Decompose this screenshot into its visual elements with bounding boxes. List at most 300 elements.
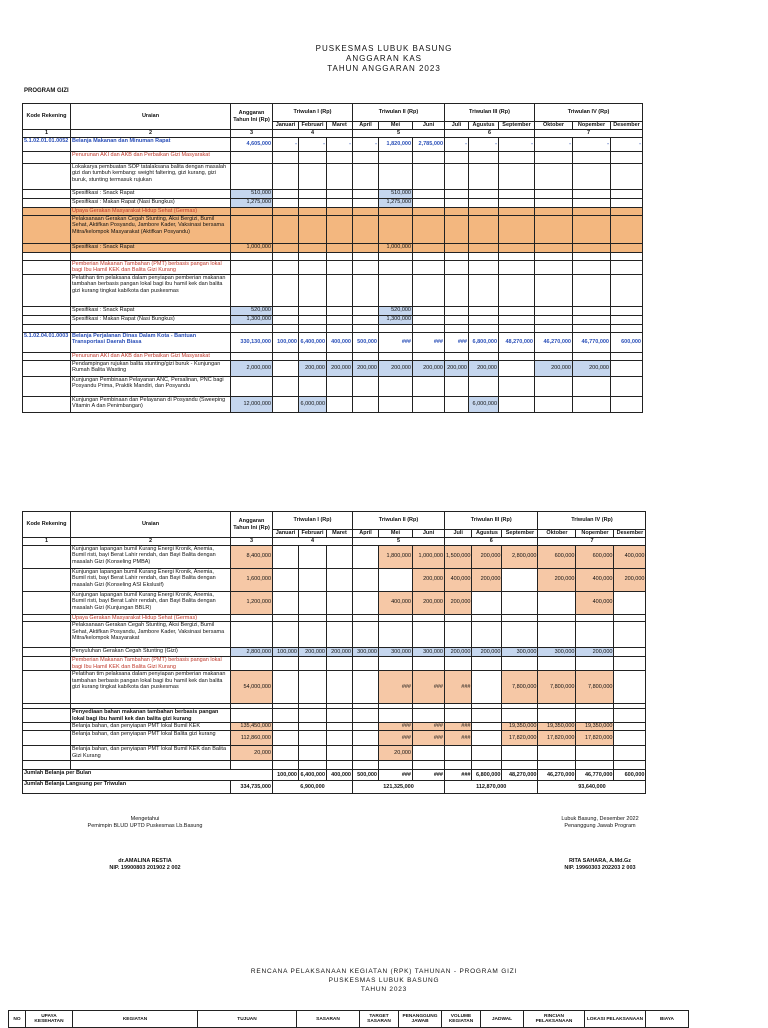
kode-cell [23,376,71,396]
month-value: 1,275,000 [379,198,413,207]
uraian-cell: Pemberian Makanan Tambahan (PMT) berbasis pangan lokal bagi Ibu Hamil KEK dan Balita Gizi Kurang [71,657,231,671]
month-header: Mei [379,530,413,538]
table-row [23,260,643,274]
month-value [353,545,379,568]
month-value [299,671,327,704]
table-row [23,306,643,315]
rpk-header-row [9,1011,689,1028]
month-value [472,731,502,746]
month-value [499,360,535,376]
month-header: Desember [614,530,646,538]
month-value [576,761,614,770]
uraian-cell: Kunjungan Pembinaan Pelayanan ANC, Persalinan, PNC bagi Posyandu Prima, Praktik Mandiri, dan Posyandu [71,376,231,396]
month-value [299,207,327,215]
month-value [299,709,327,723]
anggaran-cell: 510,000 [231,189,273,198]
month-value [273,163,299,189]
uraian-cell: Lokakarya pembuatan SOP tatalaksana balita dengan masalah gizi dan tumbuh kembang: weight faltering, gizi kurang, gizi buruk, stunting termasuk rujukan [71,163,231,189]
month-value [299,243,327,252]
total-month-value: 100,000 [273,770,299,781]
month-value [413,243,445,252]
total-month-value: 500,000 [353,770,379,781]
month-value [353,761,379,770]
month-value [445,198,469,207]
anggaran-cell: 54,000,000 [231,671,273,704]
table-row [23,315,643,324]
col-number: 7 [535,130,643,138]
month-value [502,614,538,622]
kode-header: Kode Rekening [23,104,71,130]
month-value [299,151,327,163]
month-value [538,746,576,761]
title-line-1: PUSKESMAS LUBUK BASUNG [315,44,453,53]
month-value [327,746,353,761]
table-row [23,568,646,591]
table-row [23,622,646,648]
month-value: 19,350,000 [576,723,614,731]
kode-cell [23,274,71,306]
month-value [499,376,535,396]
kode-cell [23,215,71,243]
table-row [23,761,646,770]
month-value: ### [379,332,413,352]
month-value: 19,350,000 [538,723,576,731]
uraian-cell: Kunjungan lapangan bumil Kurang Energi Kronik, Anemia, Bumil risti, bayi Berat Lahir rendah, dan Bayi Balita dengan masalah Gizi (Konseling ASI Ekslusif) [71,568,231,591]
table-row [23,396,643,412]
month-value: - [611,137,643,151]
month-value: ### [379,671,413,704]
signature-right [520,816,680,872]
month-value [273,198,299,207]
uraian-header: Uraian [71,104,231,130]
uraian-cell: Spesifikasi : Snack Rapat [71,189,231,198]
month-value [538,657,576,671]
month-value [445,163,469,189]
month-value [472,723,502,731]
table-row [23,163,643,189]
left-name: dr.AMALINA RESTIA [118,858,172,864]
table-row [23,215,643,243]
anggaran-cell [231,376,273,396]
month-value [353,163,379,189]
month-value: - [299,137,327,151]
month-header: April [353,530,379,538]
month-value [273,360,299,376]
month-value [576,622,614,648]
total-month-value: 400,000 [327,770,353,781]
kode-cell [23,252,71,260]
rpk-column-header: LOKASI PELAKSANAAN [585,1011,646,1028]
rpk-column-header: JADWAL [481,1011,524,1028]
uraian-cell: Kunjungan lapangan bumil Kurang Energi Kronik, Anemia, Bumil risti, bayi Berat Lahir rendah, dan Bayi Balita dengan masalah Gizi (Konseling PMBA) [71,545,231,568]
table-row [23,137,643,151]
month-value: ### [445,332,469,352]
anggaran-header: Anggaran Tahun Ini (Rp) [231,512,273,538]
month-value [327,352,353,360]
month-value [535,198,573,207]
month-value [499,274,535,306]
month-value [472,671,502,704]
kode-header: Kode Rekening [23,512,71,538]
month-value [413,260,445,274]
month-value [502,622,538,648]
month-value [573,352,611,360]
kode-cell [23,396,71,412]
month-value [538,614,576,622]
month-value [413,274,445,306]
month-value [273,709,299,723]
uraian-cell: Kunjungan Pembinaan dan Pelayanan di Posyandu (Sweeping Vitamin A dan Penimbangan) [71,396,231,412]
anggaran-cell [231,274,273,306]
month-value: - [469,137,499,151]
rpk-column-header: TUJUAN [198,1011,297,1028]
month-value [535,189,573,198]
table-row [23,189,643,198]
col-number: 2 [71,538,231,546]
month-value [273,396,299,412]
table-row [23,360,643,376]
kode-cell [23,723,71,731]
month-value [445,709,472,723]
month-value [502,568,538,591]
month-value: ### [445,731,472,746]
month-value: 200,000 [576,648,614,657]
month-value [469,163,499,189]
month-value [472,657,502,671]
month-value: 400,000 [445,568,472,591]
month-value [299,260,327,274]
month-header: Juli [445,122,469,130]
month-value [469,252,499,260]
triwulan-header: Triwulan IV (Rp) [535,104,643,122]
month-value [413,746,445,761]
uraian-cell [71,761,231,770]
month-value [535,260,573,274]
month-value [538,761,576,770]
uraian-cell: Pendampingan rujukan balita stunting/gizi buruk - Kunjungan Rumah Balita Wasting [71,360,231,376]
month-value: 400,000 [614,545,646,568]
month-value [499,252,535,260]
rpk-column-header: PENANGGUNG JAWAB [399,1011,442,1028]
month-value [413,198,445,207]
kode-cell [23,163,71,189]
uraian-cell: Pelaksanaan Gerakan Cegah Stunting, Aksi Bergizi, Bumil Sehat, Aktifkan Posyandu, Jambore Kader, Vaksinasi bersama Mitra/kelompok Masyarakat [71,622,231,648]
uraian-cell [71,324,231,332]
month-value [611,151,643,163]
month-value [353,274,379,306]
month-value [611,215,643,243]
kode-cell [23,746,71,761]
month-value: 300,000 [502,648,538,657]
month-value: ### [379,723,413,731]
month-value [499,396,535,412]
month-value: 200,000 [538,568,576,591]
month-value: 300,000 [379,648,413,657]
month-value [535,215,573,243]
month-value: 20,000 [379,746,413,761]
month-value [379,352,413,360]
month-value [472,591,502,614]
triwulan-header: Triwulan III (Rp) [445,104,535,122]
month-value [445,761,472,770]
kode-cell [23,315,71,324]
month-value [379,376,413,396]
month-value [573,396,611,412]
month-value [445,306,469,315]
month-value [379,709,413,723]
month-header: Agustus [472,530,502,538]
left-nip: NIP. 19900803 201902 2 002 [109,865,181,871]
month-value: - [273,137,299,151]
month-value [611,324,643,332]
total-per-quarter-row [23,781,646,794]
right-name: RITA SAHARA, A.Md.Gz [568,858,632,864]
month-value: 17,820,000 [538,731,576,746]
rpk-title-line-2: PUSKESMAS LUBUK BASUNG [328,977,440,984]
month-value [611,252,643,260]
month-value [469,151,499,163]
month-value [445,746,472,761]
table-row [23,243,643,252]
month-header: Agustus [469,122,499,130]
month-value [299,163,327,189]
month-header: Oktober [538,530,576,538]
month-value [353,306,379,315]
rpk-title-line-3: TAHUN 2023 [360,986,408,993]
month-value [573,260,611,274]
month-value [535,207,573,215]
number-row [23,130,643,138]
month-value: 200,000 [445,648,472,657]
month-value [535,243,573,252]
uraian-cell: Penyuluhan Gerakan Cegah Stunting (Gizi) [71,648,231,657]
month-header: Nopember [576,530,614,538]
month-value [379,396,413,412]
month-value [535,376,573,396]
total-per-month-row [23,770,646,781]
month-value [327,709,353,723]
uraian-cell: Pelaksanaan Gerakan Cegah Stunting, Aksi Bergizi, Bumil Sehat, Aktifkan Posyandu, Jambore Kader, Vaksinasi bersama Mitra/kelompok Masyarakat (Aktifkan Posyandu) [71,215,231,243]
month-value: 200,000 [299,360,327,376]
anggaran-cell [231,252,273,260]
kode-cell [23,545,71,568]
month-value: 6,400,000 [299,332,327,352]
right-nip: NIP. 19960303 202203 2 003 [564,865,636,871]
month-value [327,215,353,243]
month-value: 200,000 [472,568,502,591]
month-value [538,622,576,648]
uraian-cell: Penurunan AKI dan AKB dan Perbaikan Gizi Masyarakat [71,151,231,163]
month-value [573,215,611,243]
month-value [353,591,379,614]
month-value [299,315,327,324]
month-value: 200,000 [353,360,379,376]
kode-cell [23,709,71,723]
month-value [327,274,353,306]
month-header: Nopember [573,122,611,130]
month-value [327,260,353,274]
month-value [273,723,299,731]
month-value [273,189,299,198]
col-number: 1 [23,538,71,546]
rpk-column-header: BIAYA [646,1011,689,1028]
kode-cell [23,731,71,746]
month-value: 48,270,000 [499,332,535,352]
table-row [23,252,643,260]
month-value: 1,820,000 [379,137,413,151]
kode-cell [23,648,71,657]
month-value: 200,000 [413,568,445,591]
total-anggaran: 334,735,000 [231,781,273,794]
total-month-value: 46,770,000 [576,770,614,781]
month-value [327,198,353,207]
table-row [23,352,643,360]
number-row [23,538,646,546]
month-value [611,396,643,412]
month-value [273,746,299,761]
month-header: Desember [611,122,643,130]
month-value [445,396,469,412]
total-month-value: ### [413,770,445,781]
month-value: 46,270,000 [535,332,573,352]
month-value [413,324,445,332]
month-value [499,198,535,207]
anggaran-cell: 520,000 [231,306,273,315]
month-value [379,207,413,215]
month-value [299,723,327,731]
month-value [327,324,353,332]
month-value [611,163,643,189]
month-value [611,315,643,324]
month-value [327,761,353,770]
month-value: 7,800,000 [502,671,538,704]
month-value [469,315,499,324]
left-caption-1: Mengetahui [130,816,160,822]
month-value [353,376,379,396]
table-row [23,709,646,723]
uraian-cell: Upaya Gerakan Masyarakat Hidup Sehat (Germas) [71,614,231,622]
month-value [413,761,445,770]
anggaran-cell: 1,300,000 [231,315,273,324]
month-value: 200,000 [472,648,502,657]
month-value [573,207,611,215]
month-value: 600,000 [576,545,614,568]
month-value [499,151,535,163]
month-value: 200,000 [413,360,445,376]
month-value [273,376,299,396]
uraian-cell: Spesifikasi : Snack Rapat [71,306,231,315]
month-value [413,396,445,412]
month-value [327,315,353,324]
month-value [499,243,535,252]
rpk-column-header: UPAYA KESEHATAN [26,1011,73,1028]
month-value [327,723,353,731]
month-value [469,352,499,360]
month-value [299,352,327,360]
triwulan-header: Triwulan III (Rp) [445,512,538,530]
month-value: 1,000,000 [413,545,445,568]
header-row [23,104,643,122]
month-value: 7,800,000 [538,671,576,704]
month-value [499,207,535,215]
total-month-value: ### [379,770,413,781]
month-value: 6,000,000 [469,396,499,412]
month-value [327,731,353,746]
table-row [23,746,646,761]
month-value [379,324,413,332]
document-title [0,44,768,74]
month-value [611,198,643,207]
anggaran-cell: 1,000,000 [231,243,273,252]
month-value [413,614,445,622]
month-value [353,671,379,704]
month-value [299,252,327,260]
month-value [472,622,502,648]
month-value [327,306,353,315]
table-row [23,324,643,332]
month-value [273,252,299,260]
month-value: 400,000 [576,568,614,591]
month-value: ### [413,723,445,731]
month-value [353,723,379,731]
month-value [273,545,299,568]
rpk-title-line-1: RENCANA PELAKSANAAN KEGIATAN (RPK) TAHUNAN - PROGRAM GIZI [250,968,518,975]
month-header: Maret [327,530,353,538]
anggaran-cell: 1,200,000 [231,591,273,614]
anggaran-cell: 1,275,000 [231,198,273,207]
month-value [535,306,573,315]
month-value [573,324,611,332]
month-value [327,545,353,568]
month-value [535,274,573,306]
month-value [469,306,499,315]
anggaran-cell [231,324,273,332]
total-month-value: 6,400,000 [299,770,327,781]
kode-cell: 5.1.02.04.01.0003 [23,332,71,352]
month-value: ### [413,671,445,704]
month-value [535,352,573,360]
anggaran-cell [231,614,273,622]
kode-cell [23,260,71,274]
month-value: 520,000 [379,306,413,315]
month-value [469,243,499,252]
month-value [499,315,535,324]
month-value [413,151,445,163]
month-value: 100,000 [273,648,299,657]
month-value: - [327,137,353,151]
month-value [573,198,611,207]
month-value: 46,770,000 [573,332,611,352]
month-value [499,260,535,274]
triwulan-header: Triwulan I (Rp) [273,512,353,530]
uraian-cell [71,252,231,260]
total-quarter-value: 121,325,000 [353,781,445,794]
table-row [23,723,646,731]
month-value [614,622,646,648]
month-value [299,324,327,332]
month-value [413,352,445,360]
anggaran-cell [231,163,273,189]
month-value [353,207,379,215]
month-value [499,324,535,332]
anggaran-cell: 1,600,000 [231,568,273,591]
month-value [273,591,299,614]
month-header: Februari [299,122,327,130]
month-value [413,215,445,243]
month-value [273,352,299,360]
month-value [445,376,469,396]
month-value [445,352,469,360]
